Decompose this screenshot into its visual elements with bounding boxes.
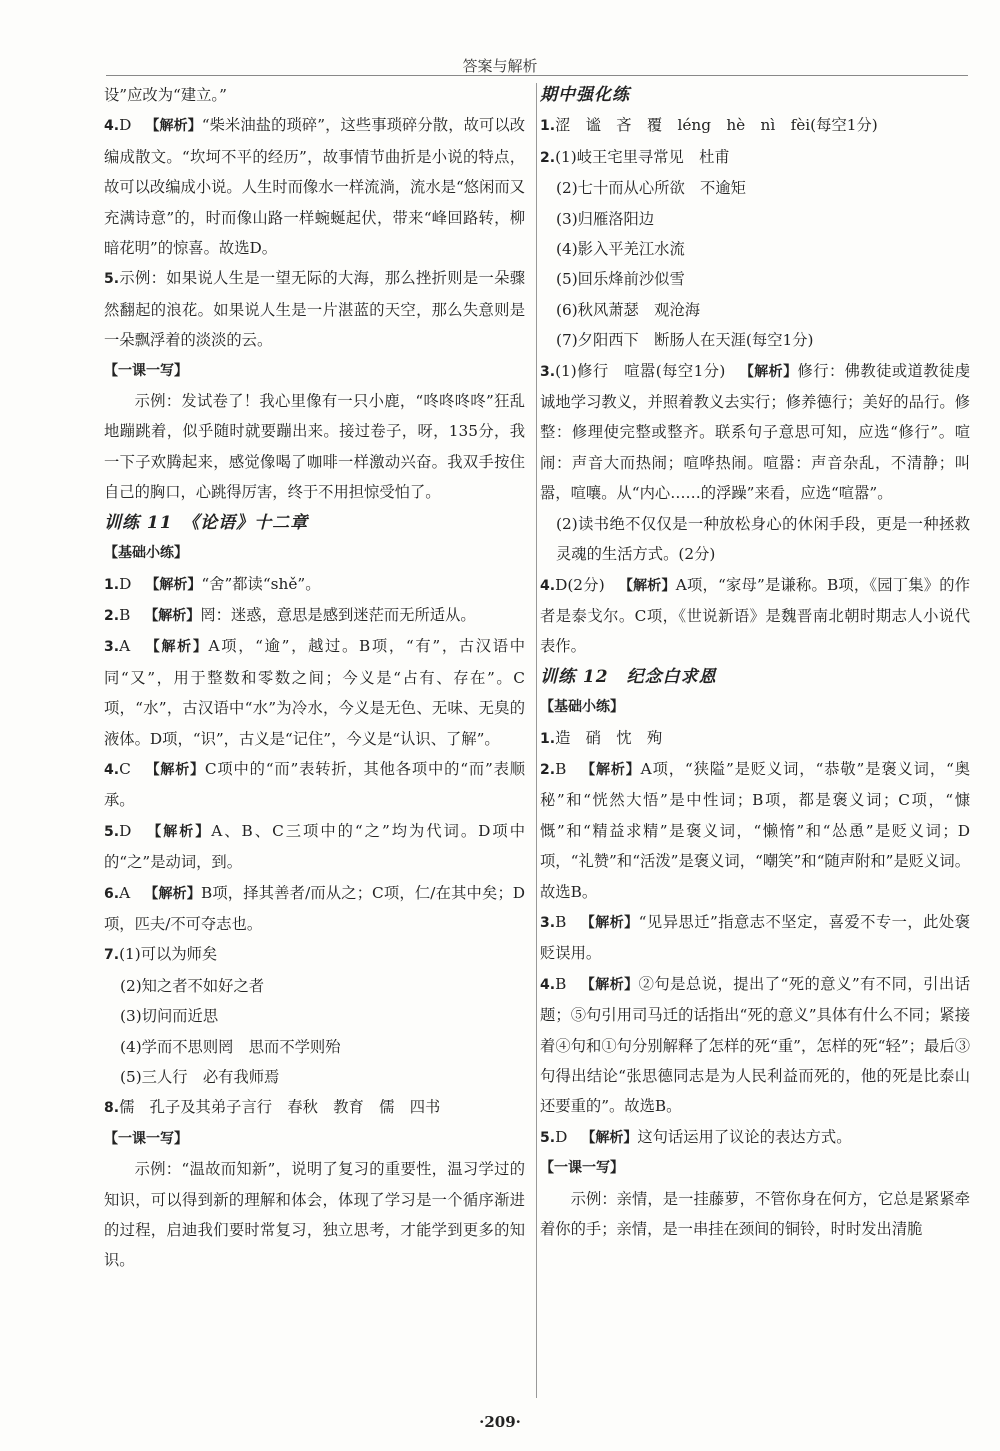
item-answer: (1)修行 喧嚣(每空1分) [555, 361, 726, 380]
analysis-tag: 【解析】 [581, 1129, 638, 1146]
section-title-11: 训练 11 《论语》十二章 [104, 512, 309, 533]
write-heading: 【一课一写】 [540, 1160, 624, 1177]
item-text: “柴米油盐的琐碎”，这些事琐碎分散，故可以改编成散文。“坎坷不平的经历”，故事情节曲折是小说的特点，故可以改编成小说。人生时而像水一样流淌，流水是“悠闲而又充满诗意”的，时而像山路一样蜿蜒起伏，带来“峰回路转，柳暗花明”的惊喜。故选D。 [104, 116, 525, 258]
item-line: (1)可以为师矣 [119, 945, 218, 964]
item-line: (3)切问而近思 [120, 1007, 219, 1026]
list-item [104, 569, 525, 600]
item-number: 1. [104, 576, 120, 593]
item-text: A、B、C三项中的“之”均为代词。D项中的“之”是动词，到。 [104, 821, 525, 872]
answer-4 [540, 570, 970, 662]
item-text: 这句话运用了议论的表达方式。 [637, 1127, 852, 1146]
write-example: 示例：发试卷了！我心里像有一只小鹿，“咚咚咚咚”狂乱地蹦跳着，似乎随时就要蹦出来。接过卷子，呀，135分，我一下子欢腾起来，感觉像喝了咖啡一样激动兴奋。我双手按住自己的胸口，心跳得厉害，终于不用担惊受怕了。 [104, 392, 525, 502]
item-text: 儒 孔子及其弟子言行 春秋 教育 儒 四书 [119, 1098, 441, 1117]
item-line: (3)归雁洛阳边 [556, 209, 655, 228]
analysis-tag: 【解析】 [618, 577, 676, 594]
write-heading: 【一课一写】 [104, 362, 188, 379]
item-number: 1. [540, 730, 556, 747]
continued-text: 设”应改为“建立。” [104, 86, 227, 104]
item-number: 3. [104, 639, 120, 656]
header-title: 答案与解析 [462, 57, 538, 75]
item-number: 6. [104, 885, 120, 902]
list-item [540, 754, 970, 907]
item-line: (5)三人行 必有我师焉 [120, 1068, 280, 1086]
item-text: “见异思迁”指意志不坚定，喜爱不专一，此处褒贬误用。 [540, 912, 970, 963]
item-answer: B [555, 759, 567, 778]
item-number: 4. [540, 577, 556, 594]
analysis-tag: 【解析】 [144, 639, 209, 656]
item-number: 4. [104, 118, 120, 135]
column-divider [536, 83, 537, 1398]
analysis-tag: 【解析】 [144, 761, 205, 778]
write-example: 示例：“温故而知新”，说明了复习的重要性，温习学过的知识，可以得到新的理解和体会，体现了学习是一个循序渐进的过程，启迪我们要时常复习，独立思考，才能学到更多的知识。 [104, 1160, 525, 1270]
item-answer: A [119, 637, 131, 656]
answer-5 [104, 263, 525, 355]
item-answer: D [119, 574, 132, 593]
answer-8 [104, 1092, 525, 1123]
item-line: (2)七十而从心所欲 不逾矩 [556, 179, 746, 198]
answer-list [104, 569, 525, 940]
list-item [540, 1122, 970, 1153]
item-line: (2)知之者不如好之者 [120, 976, 265, 995]
list-item [540, 969, 970, 1122]
list-item [540, 907, 970, 969]
item-line: (7)夕阳西下 断肠人在天涯(每空1分) [556, 331, 814, 350]
analysis-tag: 【解析】 [145, 576, 202, 593]
analysis-tag: 【解析】 [580, 976, 639, 993]
analysis-tag: 【解析】 [580, 761, 641, 778]
answer-4 [104, 110, 525, 263]
item-line: (4)学而不思则罔 思而不学则殆 [120, 1037, 341, 1056]
right-column [540, 80, 970, 1244]
answer-3-part2: (2)读书绝不仅仅是一种放松身心的休闲手段，更是一种拯救灵魂的生活方式。(2分) [556, 514, 970, 564]
page-number: ·209· [479, 1413, 521, 1431]
item-text: A项，“逾”，越过。B项，“有”，古汉语中同“又”，用于整数和零数之间；今义是“占有、存在”。C项，“水”，古汉语中“水”为冷水，今义是无色、无味、无臭的液体。D项，“识”，古义是“记住”，今义是“认识、了解”。 [104, 637, 525, 748]
item-answer: D(2分) [555, 575, 605, 594]
item-number: 2. [540, 149, 556, 166]
item-text: ②句是总说，提出了“死的意义”有不同，引出话题；⑤句引用司马迁的话指出“死的意义”具体有什么不同；紧接着④句和①句分别解释了怎样的死“重”，怎样的死“轻”；最后③句得出结论“张思德同志是为人民利益而死的，他的死是比泰山还要重的”。故选B。 [540, 974, 970, 1116]
item-number: 8. [104, 1100, 120, 1117]
answer-1 [540, 110, 970, 141]
section-title-midterm: 期中强化练 [540, 85, 630, 105]
left-column [104, 80, 525, 1276]
item-text: 示例：如果说人生是一望无际的大海，那么挫折则是一朵骤然翻起的浪花。如果说人生是一片湛蓝的天空，那么失意则是一朵飘浮着的淡淡的云。 [104, 269, 525, 350]
item-number: 7. [104, 947, 120, 964]
item-number: 4. [540, 976, 556, 993]
item-text: C项中的“而”表转折，其他各项中的“而”表顺承。 [104, 759, 525, 810]
list-item [104, 600, 525, 631]
analysis-tag: 【解析】 [739, 363, 798, 380]
analysis-tag: 【解析】 [145, 823, 212, 840]
analysis-tag: 【解析】 [144, 885, 201, 902]
item-number: 2. [104, 607, 120, 624]
answer-list [540, 754, 970, 1153]
item-answer: D [555, 1127, 568, 1146]
item-text: 涩 谧 吝 覆 léng hè nì fèi(每空1分) [555, 116, 878, 135]
analysis-tag: 【解析】 [580, 914, 639, 931]
item-line: (5)回乐烽前沙似雪 [556, 270, 685, 289]
item-number: 5. [104, 271, 120, 288]
write-example: 示例：亲情，是一挂藤萝，不管你身在何方，它总是紧紧牵着你的手；亲情，是一串挂在颈间的铜铃，时时发出清脆 [540, 1189, 970, 1239]
list-item [104, 878, 525, 940]
list-item [104, 816, 525, 878]
item-text: 罔：迷惑，意思是感到迷茫而无所适从。 [200, 605, 476, 624]
item-text: 造 硝 忱 殉 [555, 728, 663, 747]
item-line: (4)影入平羌江水流 [556, 240, 685, 259]
item-answer: D [119, 821, 132, 840]
basic-practice-heading: 【基础小练】 [104, 545, 188, 562]
item-line: (6)秋风萧瑟 观沧海 [556, 300, 701, 319]
answer-1 [540, 723, 970, 754]
item-answer: B [119, 605, 131, 624]
answer-2 [540, 142, 970, 173]
analysis-tag: 【解析】 [145, 118, 202, 135]
item-line: (1)岐王宅里寻常见 杜甫 [555, 147, 730, 166]
item-number: 1. [540, 118, 556, 135]
item-number: 5. [540, 1129, 556, 1146]
item-answer: C [119, 759, 131, 778]
item-answer: B [555, 974, 567, 993]
list-item [104, 754, 525, 816]
item-number: 3. [540, 914, 556, 931]
item-answer: A [119, 883, 131, 902]
item-number: 2. [540, 761, 556, 778]
answer-3 [540, 356, 970, 509]
item-answer: D [119, 116, 132, 135]
analysis-tag: 【解析】 [144, 607, 201, 624]
header-divider [106, 75, 968, 76]
item-number: 3. [540, 363, 556, 380]
answer-7 [104, 939, 525, 970]
item-number: 5. [104, 823, 120, 840]
list-item [104, 631, 525, 754]
item-number: 4. [104, 761, 120, 778]
basic-practice-heading: 【基础小练】 [540, 699, 624, 716]
item-text: “舍”都读“shě”。 [201, 574, 321, 593]
item-text: B项，择其善者/而从之；C项，仁/在其中矣；D项，匹夫/不可夺志也。 [104, 883, 525, 933]
item-answer: B [555, 912, 567, 931]
section-title-12: 训练 12 纪念白求恩 [540, 666, 717, 687]
item-text: A项，“家母”是谦称。B项，《园丁集》的作者是泰戈尔。C项，《世说新语》是魏晋南北朝时期志人小说代表作。 [540, 575, 971, 656]
item-text: A项，“狭隘”是贬义词，“恭敬”是褒义词，“奥秘”和“恍然大悟”是中性词；B项，都是褒义词；C项，“慷慨”和“精益求精”是褒义词，“懒惰”和“怂恿”是贬义词；D项，“礼赞”和“活泼”是褒义词，“嘲笑”和“随声附和”是贬义词。故选B。 [540, 759, 971, 901]
write-heading: 【一课一写】 [104, 1130, 188, 1147]
item-text: 修行：佛教徒或道教徒虔诚地学习教义，并照着教义去实行；修养德行；美好的品行。修整：修理使完整或整齐。联系句子意思可知，应选“修行”。喧闹：声音大而热闹；喧哗热闹。喧嚣：声音杂乱，不清静；叫嚣，喧嚷。从“内心……的浮躁”来看，应选“喧嚣”。 [540, 361, 970, 503]
